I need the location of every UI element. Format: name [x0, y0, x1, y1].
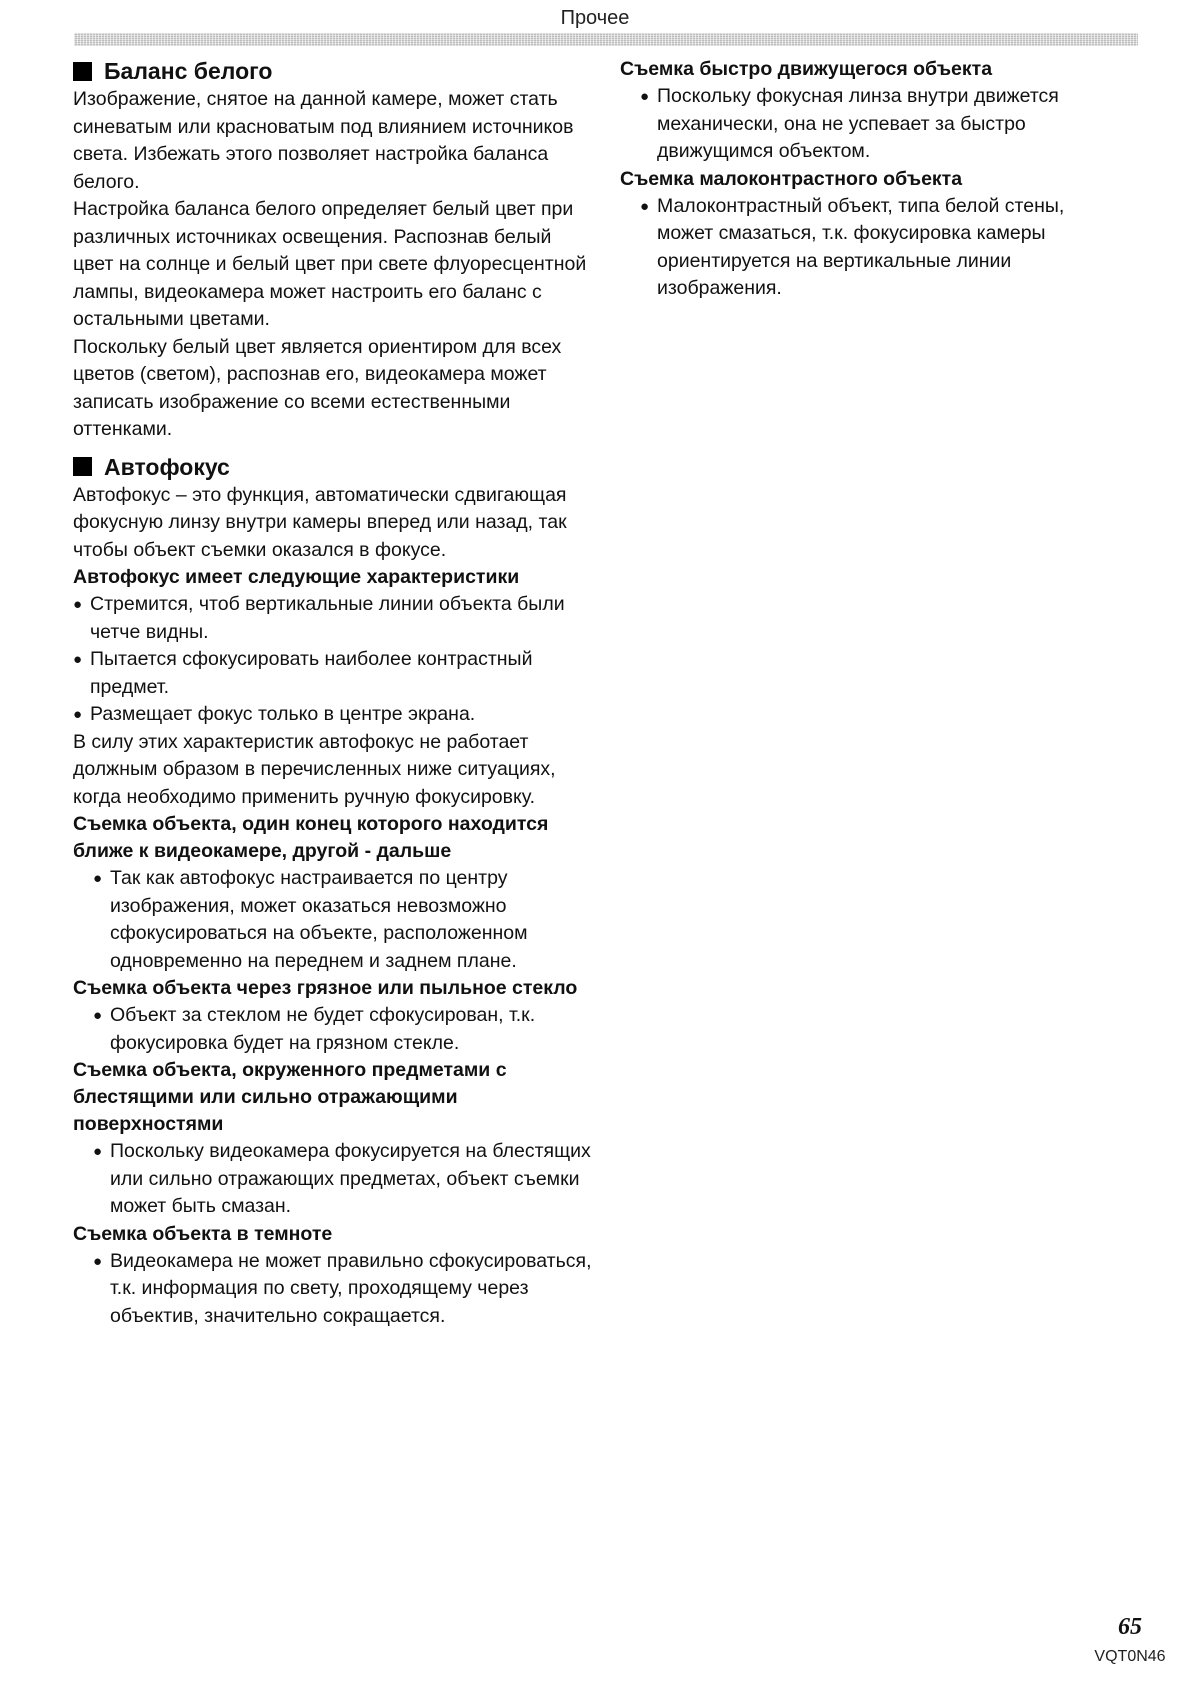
- case-title: Съемка объекта через грязное или пыльное стекло: [73, 977, 578, 999]
- paragraph: Поскольку белый цвет является ориентиром для всех цветов (светом), распознав его, видеокамера может записать изображение со всеми естественными оттенками.: [73, 335, 562, 440]
- feature-item: ● Размещает фокус только в центре экрана.: [73, 701, 593, 729]
- page-number: 65: [1118, 1614, 1142, 1640]
- case-title: Съемка объекта в темноте: [73, 1222, 333, 1245]
- case-title: Съемка объекта, окруженного предметами с блестящими или сильно отражающими поверхностями: [73, 1059, 507, 1135]
- header-decorative-band: [74, 33, 1138, 46]
- case-title: Съемка объекта, один конец которого находится ближе к видеокамере, другой - дальше: [73, 813, 549, 862]
- case-bullet: ● Объект за стеклом не будет сфокусирован, т.к. фокусировка будет на грязном стекле.: [93, 1004, 536, 1054]
- autofocus-intro: Автофокус – это функция, автоматически сдвигающая фокусную линзу внутри камеры вперед или назад, так чтобы объект съемки оказался в фокусе.: [73, 483, 567, 561]
- case-title: Съемка малоконтрастного объекта: [620, 167, 963, 190]
- bullet-icon: ●: [73, 651, 83, 668]
- section-marker-icon: [73, 62, 92, 81]
- section-heading-text: Баланс белого: [104, 58, 273, 84]
- right-column: [620, 56, 1120, 303]
- bullet-icon: ●: [93, 1252, 103, 1270]
- feature-item: ● Стремится, чтоб вертикальные линии объекта были четче видны.: [73, 593, 565, 643]
- feature-item: ● Пытается сфокусировать наиболее контрастный предмет.: [73, 648, 533, 698]
- bullet-icon: ●: [73, 706, 83, 723]
- section-heading-autofocus: [73, 452, 593, 482]
- case-bullet: ● Видеокамера не может правильно сфокусироваться, т.к. информация по свету, проходящему через объектив, значительно сокращается.: [93, 1249, 592, 1327]
- paragraph: Изображение, снятое на данной камере, может стать синеватым или красноватым под влиянием источников света. Избежать этого позволяет настройка баланса белого.: [73, 88, 574, 193]
- section-heading-text: Автофокус: [104, 453, 230, 480]
- bullet-icon: ●: [640, 197, 650, 215]
- page-header-title: Прочее: [560, 7, 630, 29]
- document-code: VQT0N46: [1094, 1648, 1166, 1665]
- section-marker-icon: [73, 457, 92, 476]
- case-bullet: ● Малоконтрастный объект, типа белой стены, может смазаться, т.к. фокусировка камеры ориентируется на вертикальные линии изображения.: [640, 194, 1065, 299]
- case-title: Съемка быстро движущегося объекта: [620, 58, 993, 80]
- case-bullet: ● Так как автофокус настраивается по центру изображения, может оказаться невозможно сфокусироваться на объекте, расположенном одновременно на переднем и заднем плане.: [93, 867, 528, 972]
- bullet-icon: ●: [640, 88, 650, 105]
- autofocus-summary: В силу этих характеристик автофокус не работает должным образом в перечисленных ниже ситуациях, когда необходимо применить ручную фокусировку.: [73, 730, 556, 808]
- case-bullet: ● Поскольку фокусная линза внутри движется механически, она не успевает за быстро движущимся объектом.: [640, 85, 1059, 162]
- bullet-icon: ●: [93, 1007, 103, 1024]
- features-heading: Автофокус имеет следующие характеристики: [73, 566, 520, 588]
- section-heading-white-balance: [73, 56, 593, 86]
- bullet-icon: ●: [93, 870, 103, 887]
- bullet-icon: ●: [93, 1143, 103, 1160]
- case-bullet: ● Поскольку видеокамера фокусируется на блестящих или сильно отражающих предметах, объект съемки может быть смазан.: [93, 1140, 591, 1217]
- bullet-icon: ●: [73, 596, 83, 613]
- paragraph: Настройка баланса белого определяет белый цвет при различных источниках освещения. Распознав белый цвет на солнце и белый цвет при свете флуоресцентной лампы, видеокамера может настроить его баланс с остальными цветами.: [73, 198, 587, 330]
- left-column: [73, 56, 593, 1330]
